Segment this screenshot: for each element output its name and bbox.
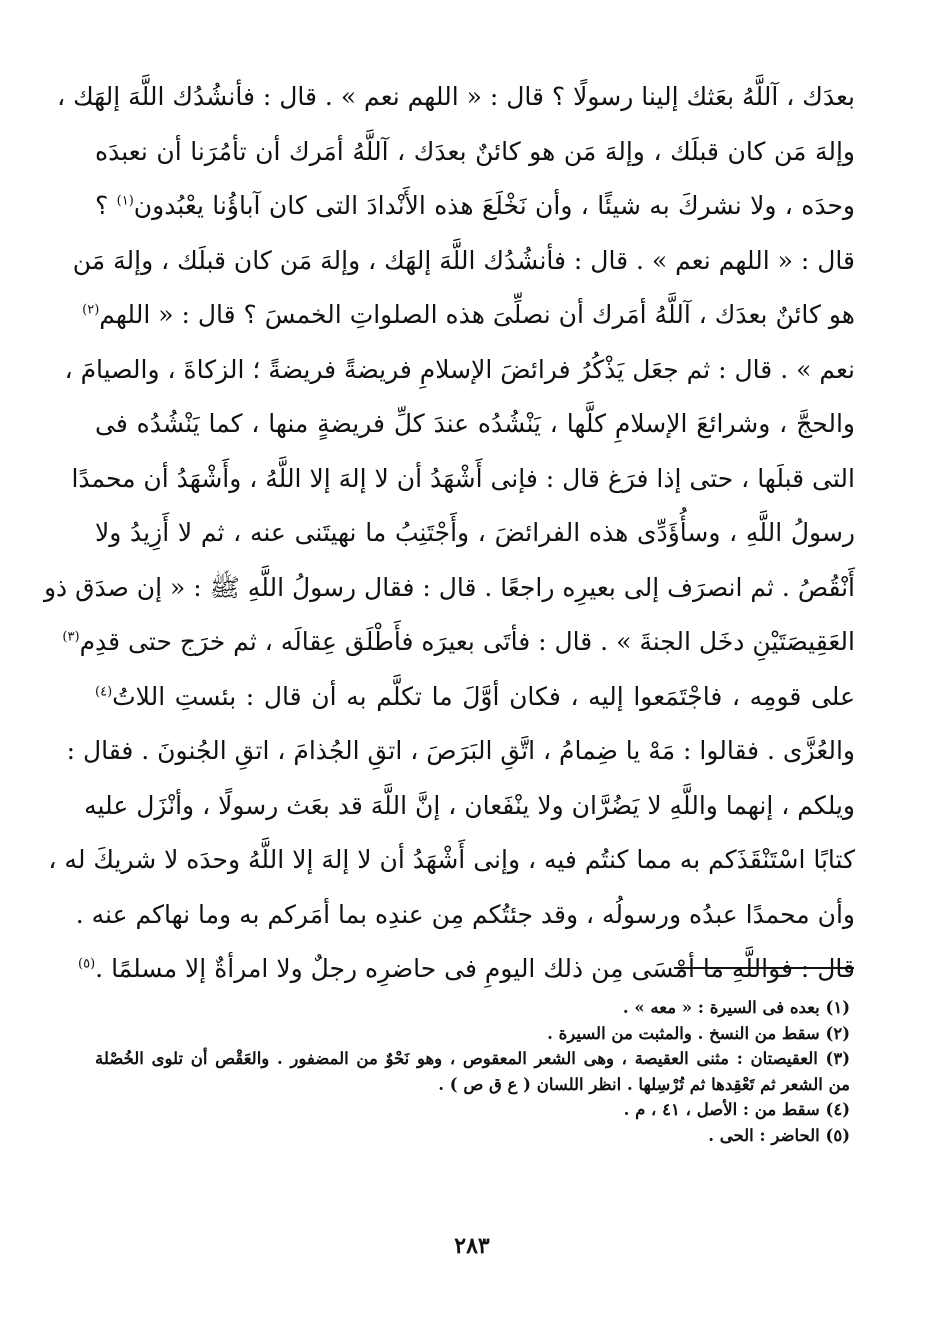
footnote-ref-1: (١) — [116, 193, 134, 209]
footnote-4: (٤) سقط من : الأصل ، ٤١ ، م . — [623, 1100, 850, 1119]
footnotes — [95, 995, 850, 1148]
footnote-1: (١) بعده فى السيرة : « معه » . — [622, 998, 850, 1017]
body-line-12 — [95, 670, 855, 725]
body-line-17-text: قال : فواللَّهِ ما أمْسَى مِن ذلك اليومِ فى حاضرِه رجلٌ ولا امرأةٌ إلا مسلمًا . — [95, 954, 855, 983]
body-text — [43, 70, 855, 997]
body-line-1: بعدَك ، آللَّهُ بعَثك إلينا رسولًا ؟ قال : « اللهم نعم » . قال : فأنشُدُك اللَّهَ إلهَك ، — [57, 82, 855, 111]
body-line-8: التى قبلَها ، حتى إذا فرَغ قال : فإنى أَشْهَدُ أن لا إلهَ إلا اللَّهُ ، وأَشْهَدُ أن محمدًا — [71, 463, 855, 493]
body-line-3-text: وحدَه ، ولا نشركَ به شيئًا ، وأن نَخْلَعَ هذه الأَنْدادَ التى كان آباؤُنا يعْبُدون — [133, 191, 855, 220]
footnote-3-continued: من الشعر ثم تَعْقِدها ثم تُرْسِلها . انظر اللسان ( ع ق ص ) . — [438, 1074, 850, 1094]
body-line-11-text: العَقِيصَتَيْنِ دخَل الجنةَ » . قال : فأتَى بعيرَه فأَطْلَق عِقالَه ، ثم خرَج حتى قدِم — [79, 627, 855, 656]
body-line-13: والعُزَّى . فقالوا : مَهْ يا ضِمامُ ، اتَّقِ البَرَصَ ، اتقِ الجُذامَ ، اتقِ الجُنونَ . فقال : — [66, 736, 855, 765]
body-line-7: والحجَّ ، وشرائعَ الإسلامِ كلَّها ، يَنْشُدُه عندَ كلِّ فريضةٍ منها ، كما يَنْشُدُه فى — [95, 409, 855, 438]
footnote-2: (٢) سقط من النسخ . والمثبت من السيرة . — [547, 1023, 850, 1043]
body-line-14: ويلكم ، إنهما واللَّهِ لا يَضُرَّان ولا ينْفَعان ، إنَّ اللَّهَ قد بعَث رسولًا ، وأنْزَل عليه — [84, 790, 855, 820]
body-line-3-end: ؟ — [95, 191, 117, 220]
body-line-15: كتابًا اسْتَنْقَذَكم به مما كنتُم فيه ، وإنى أَشْهَدُ أن لا إلهَ إلا اللَّهُ وحدَه لا شريكَ له ، — [48, 845, 855, 874]
body-line-6: نعم » . قال : ثم جعَل يَذْكُرُ فرائضَ الإسلامِ فريضةً فريضةً ؛ الزكاةَ ، والصيامَ ، — [64, 354, 855, 384]
body-line-17 — [78, 942, 855, 997]
body-line-16: وأن محمدًا عبدُه ورسولُه ، وقد جئتُكم مِن عندِه بما أمَركم به وما نهاكم عنه . — [75, 899, 855, 929]
footnote-ref-2: (٢) — [82, 302, 100, 318]
body-line-9: رسولُ اللَّهِ ، وسأُؤَدِّى هذه الفرائضَ ، وأَجْتَنِبُ ما نهيتَنى عنه ، ثم لا أَزِيدُ ولا — [95, 518, 855, 547]
body-line-4: قال : « اللهم نعم » . قال : فأنشُدُك اللَّهَ إلهَك ، وإلهَ مَن كان قبلَك ، وإلهَ مَن — [72, 245, 855, 275]
footnote-ref-4: (٤) — [95, 684, 113, 700]
footnote-ref-3: (٣) — [62, 629, 80, 645]
body-line-10: أَنْقُصُ . ثم انصرَف إلى بعيرِه راجعًا . قال : فقال رسولُ اللَّهِ ﷺ : « إن صدَق ذو — [43, 572, 855, 602]
body-line-5 — [82, 288, 855, 343]
footnote-5: (٥) الحاضر : الحى . — [708, 1125, 850, 1145]
body-line-12-text: على قومِه ، فاجْتَمَعوا إليه ، فكان أوَّلَ ما تكلَّم به أن قال : بئستِ اللاتُ — [112, 681, 855, 711]
footnote-3: (٣) العقيصتان : مثنى العقيصة ، وهى الشعر المعقوص ، وهو نَحْوٌ من المضفور . والعَقْص أن تلوى الخُصْلة — [95, 1049, 850, 1068]
body-line-5-text: هو كائنٌ بعدَك ، آللَّهُ أمَرك أن نصلِّىَ هذه الصلواتِ الخمسَ ؟ قال : « اللهم — [99, 300, 855, 329]
body-line-11 — [62, 615, 855, 670]
footnote-ref-5: (٥) — [78, 956, 96, 972]
body-line-2: وإلهَ مَن كان قبلَك ، وإلهَ مَن هو كائنٌ بعدَك ، آللَّهُ أمَرك أن تأمُرَنا أن نعبدَه — [95, 136, 855, 166]
footnote-divider — [674, 967, 854, 969]
page-number: ٢٨٣ — [454, 1233, 490, 1259]
body-line-3 — [95, 179, 855, 234]
